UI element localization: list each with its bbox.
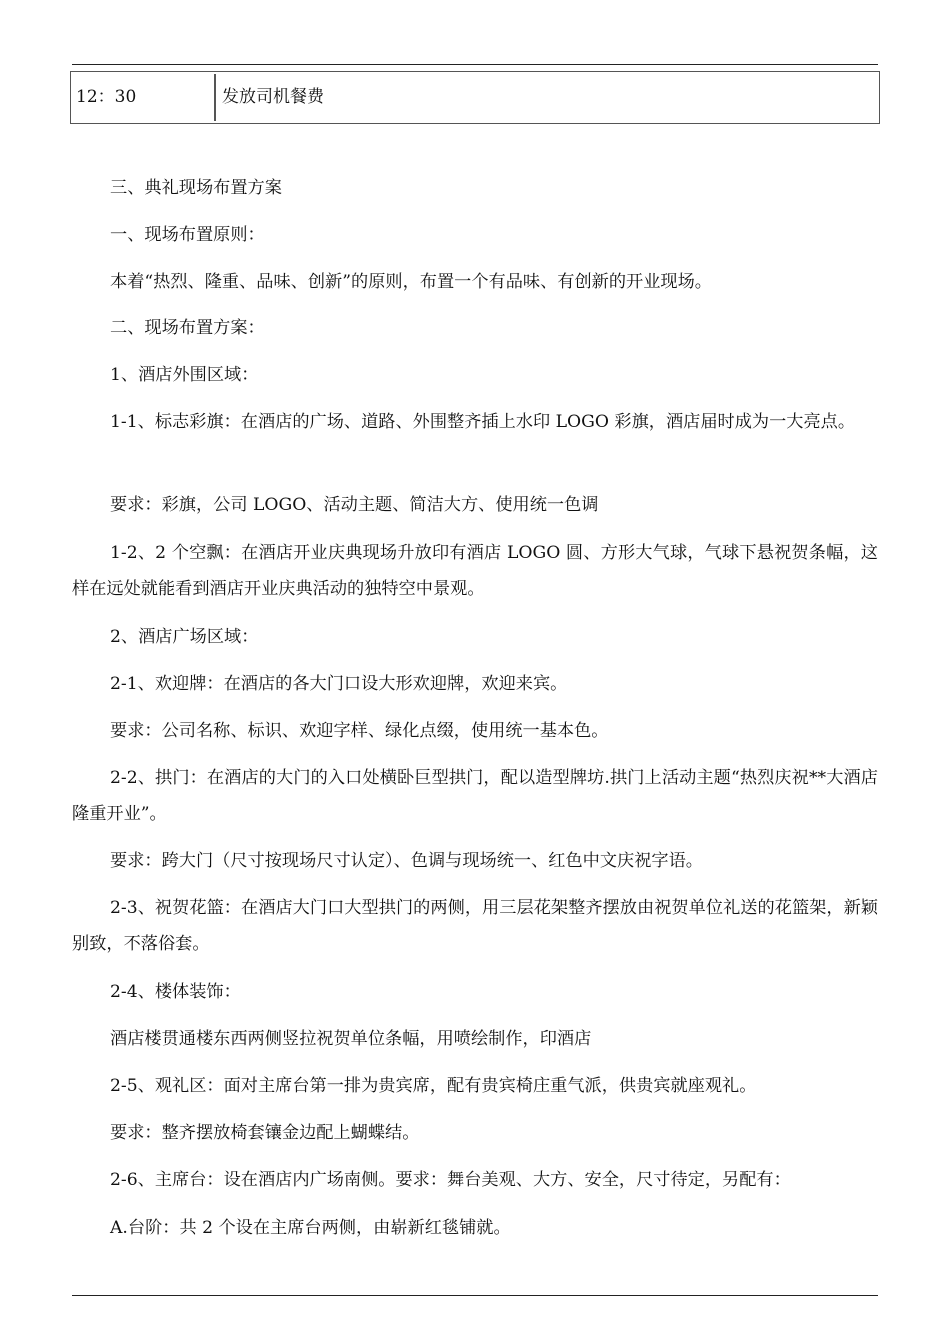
schedule-table: [70, 71, 880, 124]
item-heading: 2-4、楼体装饰：: [110, 982, 241, 1002]
body-paragraph: 2-3、祝贺花篮：在酒店大门口大型拱门的两侧，用三层花架整齐摆放由祝贺单位礼送的花篮架，新颖别致，不落俗套。: [72, 898, 878, 954]
body-paragraph: 酒店楼贯通楼东西两侧竖拉祝贺单位条幅，用喷绘制作，印酒店: [110, 1029, 592, 1049]
schedule-time-cell: 12：30: [73, 74, 215, 121]
footer-rule: [72, 1295, 878, 1296]
requirement-paragraph: 要求：公司名称、标识、欢迎字样、绿化点缀，使用统一基本色。: [110, 721, 609, 741]
body-paragraph: 2-1、欢迎牌：在酒店的各大门口设大形欢迎牌，欢迎来宾。: [110, 674, 568, 694]
requirement-paragraph: 要求：跨大门（尺寸按现场尺寸认定）、色调与现场统一、红色中文庆祝字语。: [110, 851, 703, 871]
subsection-heading: 二、现场布置方案：: [110, 318, 265, 338]
schedule-event-cell: 发放司机餐费: [215, 74, 877, 121]
area-heading: 2、酒店广场区域：: [110, 627, 259, 647]
header-rule: [72, 64, 878, 65]
section-heading: 三、典礼现场布置方案: [110, 178, 282, 198]
body-paragraph: 1-1、标志彩旗：在酒店的广场、道路、外围整齐插上水印 LOGO 彩旗，酒店届时成为一大亮点。: [110, 412, 856, 432]
body-paragraph: 本着“热烈、隆重、品味、创新”的原则，布置一个有品味、有创新的开业现场。: [110, 272, 712, 292]
requirement-paragraph: 要求：整齐摆放椅套镶金边配上蝴蝶结。: [110, 1123, 420, 1143]
requirement-paragraph: 要求：彩旗，公司 LOGO、活动主题、简洁大方、使用统一色调: [110, 495, 599, 515]
area-heading: 1、酒店外围区域：: [110, 365, 259, 385]
body-paragraph: 2-5、观礼区：面对主席台第一排为贵宾席，配有贵宾椅庄重气派，供贵宾就座观礼。: [110, 1076, 757, 1096]
body-paragraph: 1-2、2 个空飘：在酒店开业庆典现场升放印有酒店 LOGO 圆、方形大气球，气球下悬祝贺条幅，这样在远处就能看到酒店开业庆典活动的独特空中景观。: [72, 543, 878, 599]
body-paragraph: 2-6、主席台：设在酒店内广场南侧。要求：舞台美观、大方、安全，尺寸待定，另配有：: [110, 1170, 791, 1190]
subsection-heading: 一、现场布置原则：: [110, 225, 265, 245]
body-paragraph: 2-2、拱门：在酒店的大门的入口处横卧巨型拱门，配以造型牌坊.拱门上活动主题“热烈庆祝**大酒店隆重开业”。: [72, 768, 878, 824]
body-paragraph: A.台阶：共 2 个设在主席台两侧，由崭新红毯铺就。: [110, 1218, 511, 1238]
